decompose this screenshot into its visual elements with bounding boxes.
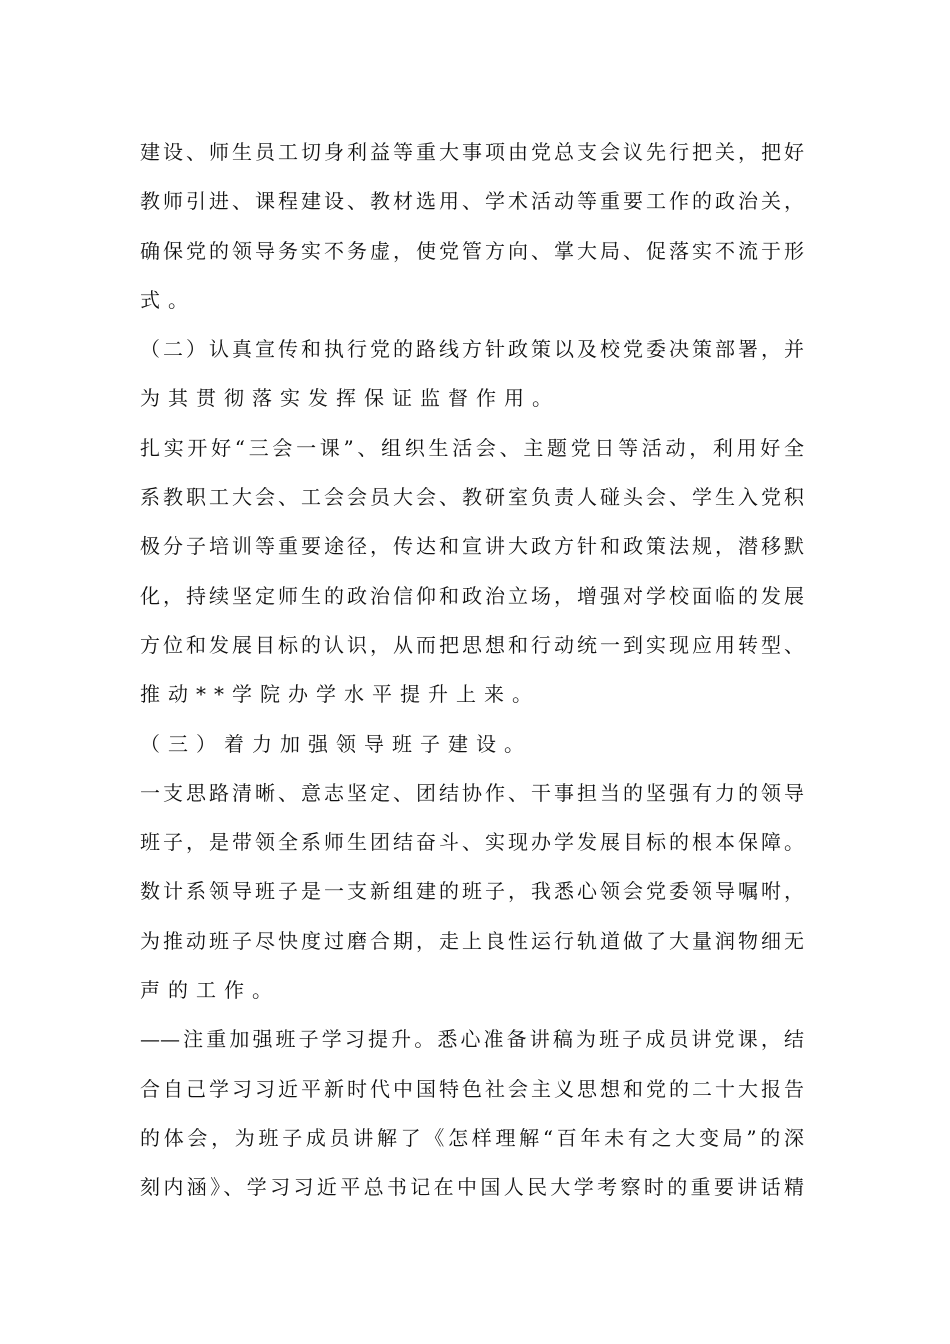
text-line: 刻内涵》、学习习近平总书记在中国人民大学考察时的重要讲话精	[140, 1175, 804, 1200]
text-line: （三）着力加强领导班子建设。	[140, 731, 532, 756]
text-line: 方位和发展目标的认识，从而把思想和行动统一到实现应用转型、	[140, 632, 804, 657]
text-line: 班子，是带领全系师生团结奋斗、实现办学发展目标的根本保障。	[140, 830, 804, 855]
text-line: 式。	[140, 287, 196, 312]
text-line: 为推动班子尽快度过磨合期，走上良性运行轨道做了大量润物细无	[140, 928, 804, 953]
text-line: 为其贯彻落实发挥保证监督作用。	[140, 386, 560, 411]
text-line: 确保党的领导务实不务虚，使党管方向、掌大局、促落实不流于形	[140, 238, 804, 263]
text-line: 推动**学院办学水平提升上来。	[140, 682, 540, 707]
text-line: 的体会，为班子成员讲解了《怎样理解“百年未有之大变局”的深	[140, 1125, 804, 1150]
text-line: 一支思路清晰、意志坚定、团结协作、干事担当的坚强有力的领导	[140, 780, 804, 805]
text-line: 数计系领导班子是一支新组建的班子，我悉心领会党委领导嘱咐，	[140, 879, 804, 904]
text-line: 合自己学习习近平新时代中国特色社会主义思想和党的二十大报告	[140, 1076, 804, 1101]
document-body	[140, 128, 804, 1213]
text-line: 扎实开好“三会一课”、组织生活会、主题党日等活动，利用好全	[140, 435, 804, 460]
text-line: 化，持续坚定师生的政治信仰和政治立场，增强对学校面临的发展	[140, 583, 804, 608]
text-line: ——注重加强班子学习提升。悉心准备讲稿为班子成员讲党课，结	[140, 1027, 804, 1052]
text-line: 建设、师生员工切身利益等重大事项由党总支会议先行把关，把好	[140, 140, 804, 164]
text-line: 极分子培训等重要途径，传达和宣讲大政方针和政策法规，潜移默	[140, 534, 804, 559]
text-line: 教师引进、课程建设、教材选用、学术活动等重要工作的政治关，	[140, 189, 804, 214]
text-line: 声的工作。	[140, 978, 280, 1003]
text-line: 系教职工大会、工会会员大会、教研室负责人碰头会、学生入党积	[140, 485, 804, 510]
text-line: （二）认真宣传和执行党的路线方针政策以及校党委决策部署，并	[140, 337, 804, 362]
